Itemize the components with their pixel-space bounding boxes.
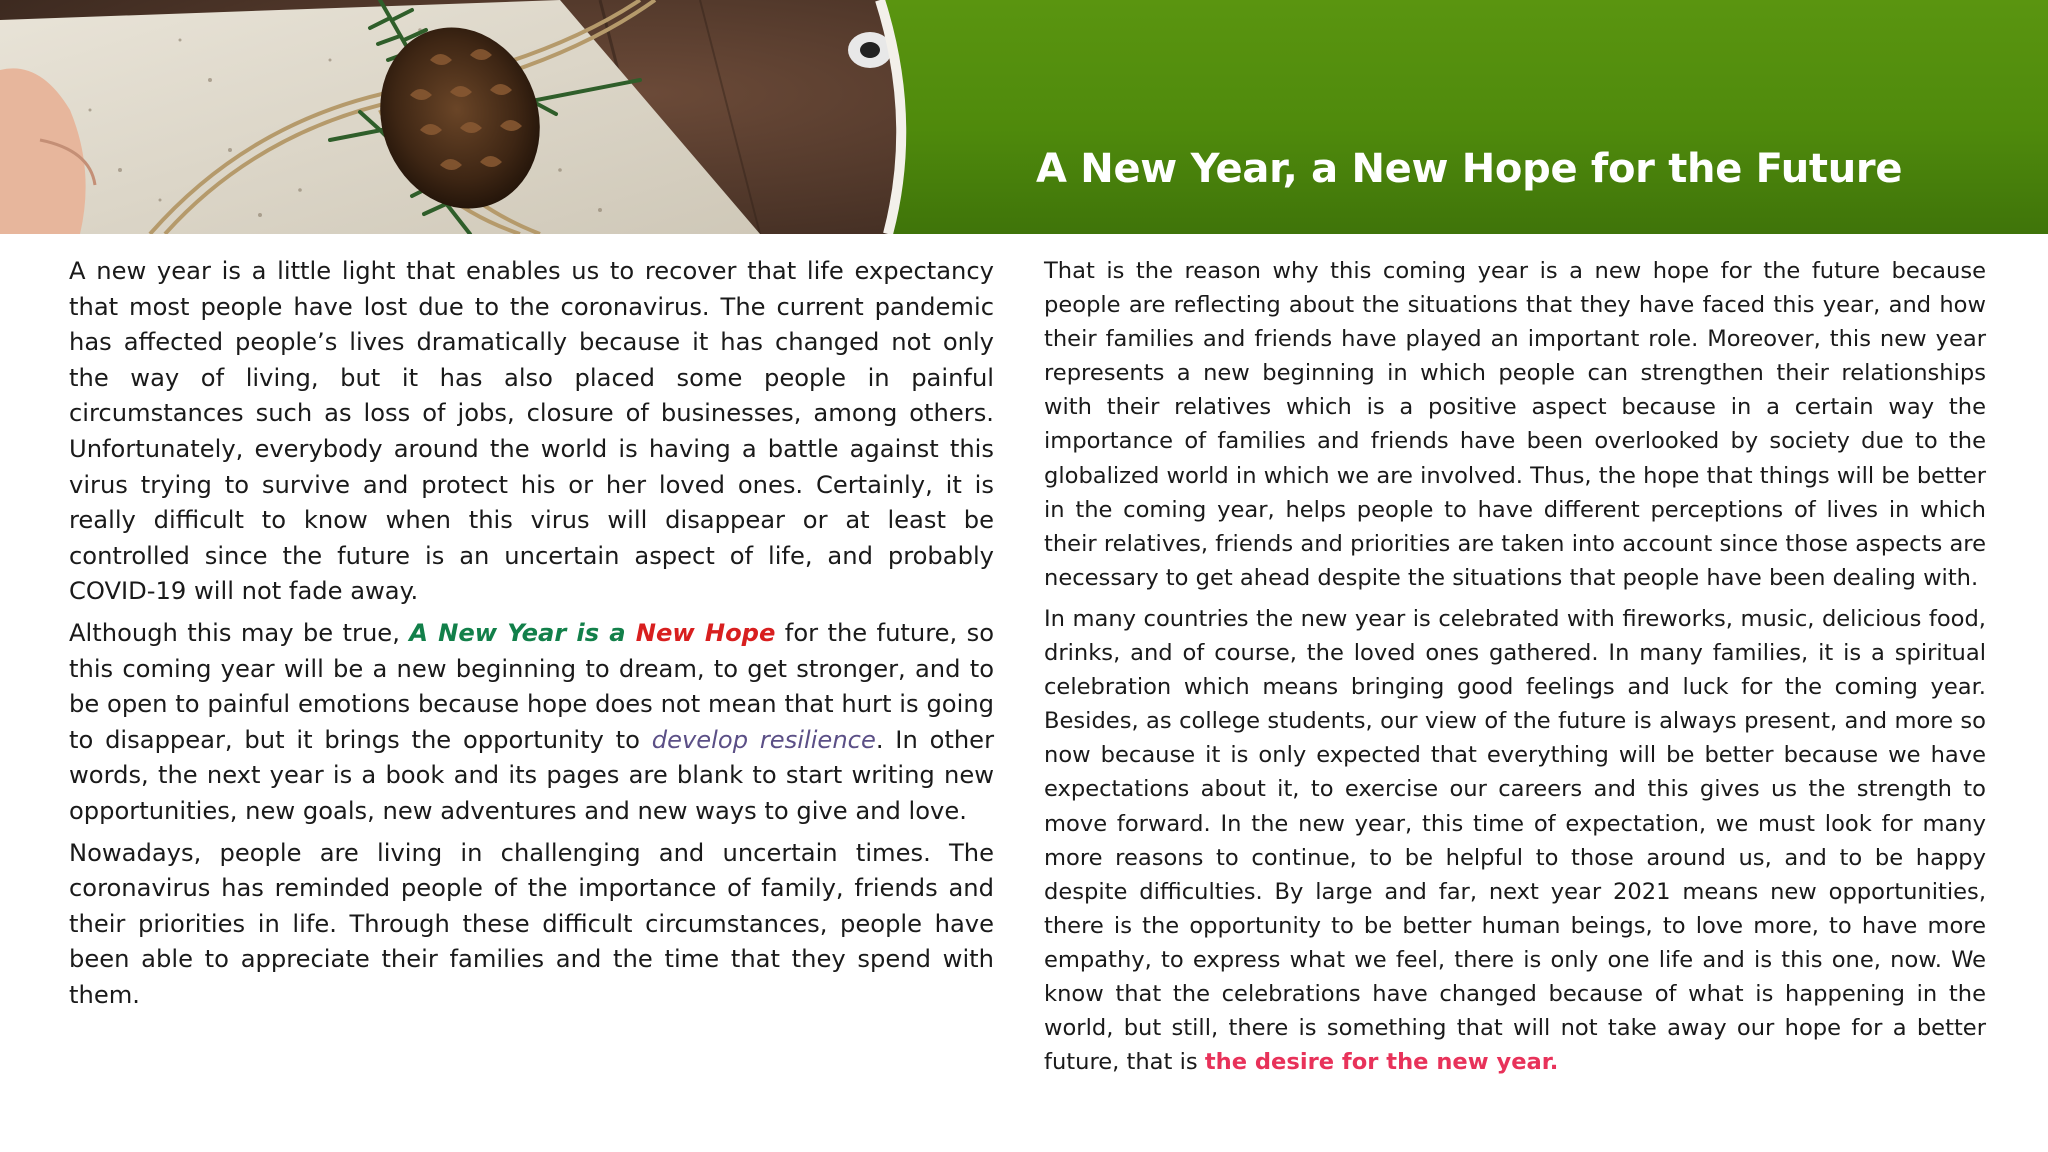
right-column [1044,254,1986,1079]
text-span: for the future, so this coming year will be a new beginning to dream, to get stronger, and to be open to painful emotions because hope does not mean that hurt is going to disappear, but it brings the opportunity to [69,618,994,754]
paragraph: That is the reason why this coming year is a new hope for the future because people are reflecting about the situations that they have faced this year, and how their families and friends have played an important role. Moreover, this new year represents a new beginning in which people can strengthen their relationships with their relatives which is a positive aspect because in a certain way the importance of families and friends have been overlooked by society due to the globalized world in which we are involved. Thus, the hope that things will be better in the coming year, helps people to have different perceptions of lives in which their relatives, friends and priorities are taken into account since those aspects are necessary to get ahead despite the situations that people have been dealing with. [1044,258,1986,591]
paragraph [1044,602,1986,1079]
left-column [69,254,994,1013]
paragraph: A new year is a little light that enables us to recover that life expectancy that most people have lost due to the coronavirus. The current pandemic has affected people’s lives dramatically because it has changed not only the way of living, but it has also placed some people in painful circumstances such as loss of jobs, closure of businesses, among others. Unfortunately, everybody around the world is having a battle against this virus trying to survive and protect his or her loved ones. Certainly, it is really difficult to know when this virus will disappear or at least be controlled since the future is an uncertain aspect of life, and probably COVID-19 will not fade away. [69,257,994,606]
text-span: Although this may be true, [69,618,410,647]
highlight-purple: develop resilience [651,725,876,754]
highlight-red: New Hope [635,618,776,647]
text-span: . In other words, the next year is a book and its pages are blank to start writing new opportunities, new goals, new adventures and new ways to give and love. [69,725,995,825]
highlight-pink: the desire for the new year. [1204,1049,1559,1076]
highlight-green: A New Year is a [409,618,636,647]
text-span: In many countries the new year is celebrated with fireworks, music, delicious food, drinks, and of course, the loved ones gathered. In many families, it is a spiritual celebration which means bringing good feelings and luck for the coming year. Besides, as college students, our view of the future is always present, and more so now because it is only expected that everything will be better because we have expectations about it, to exercise our careers and this gives us the strength to move forward. In the new year, this time of expectation, we must look for many more reasons to continue, to be helpful to those around us, and to be happy despite difficulties. By large and far, next year 2021 means new opportunities, there is the opportunity to be better human beings, to love more, to have more empathy, to express what we feel, there is only one life and is this one, now. We know that the celebrations have changed because of what is happening in the world, but still, there is something that will not take away our hope for a better future, that is [1044,605,1986,1076]
christmas-gift-photo [0,0,2048,234]
paragraph [69,616,994,830]
paragraph: Nowadays, people are living in challenging and uncertain times. The coronavirus has reminded people of the importance of family, friends and their priorities in life. Through these difficult circumstances, people have been able to appreciate their families and the time that they spend with them. [69,838,994,1009]
page-title: A New Year, a New Hope for the Future [1036,146,1903,192]
header-banner [0,0,2048,234]
